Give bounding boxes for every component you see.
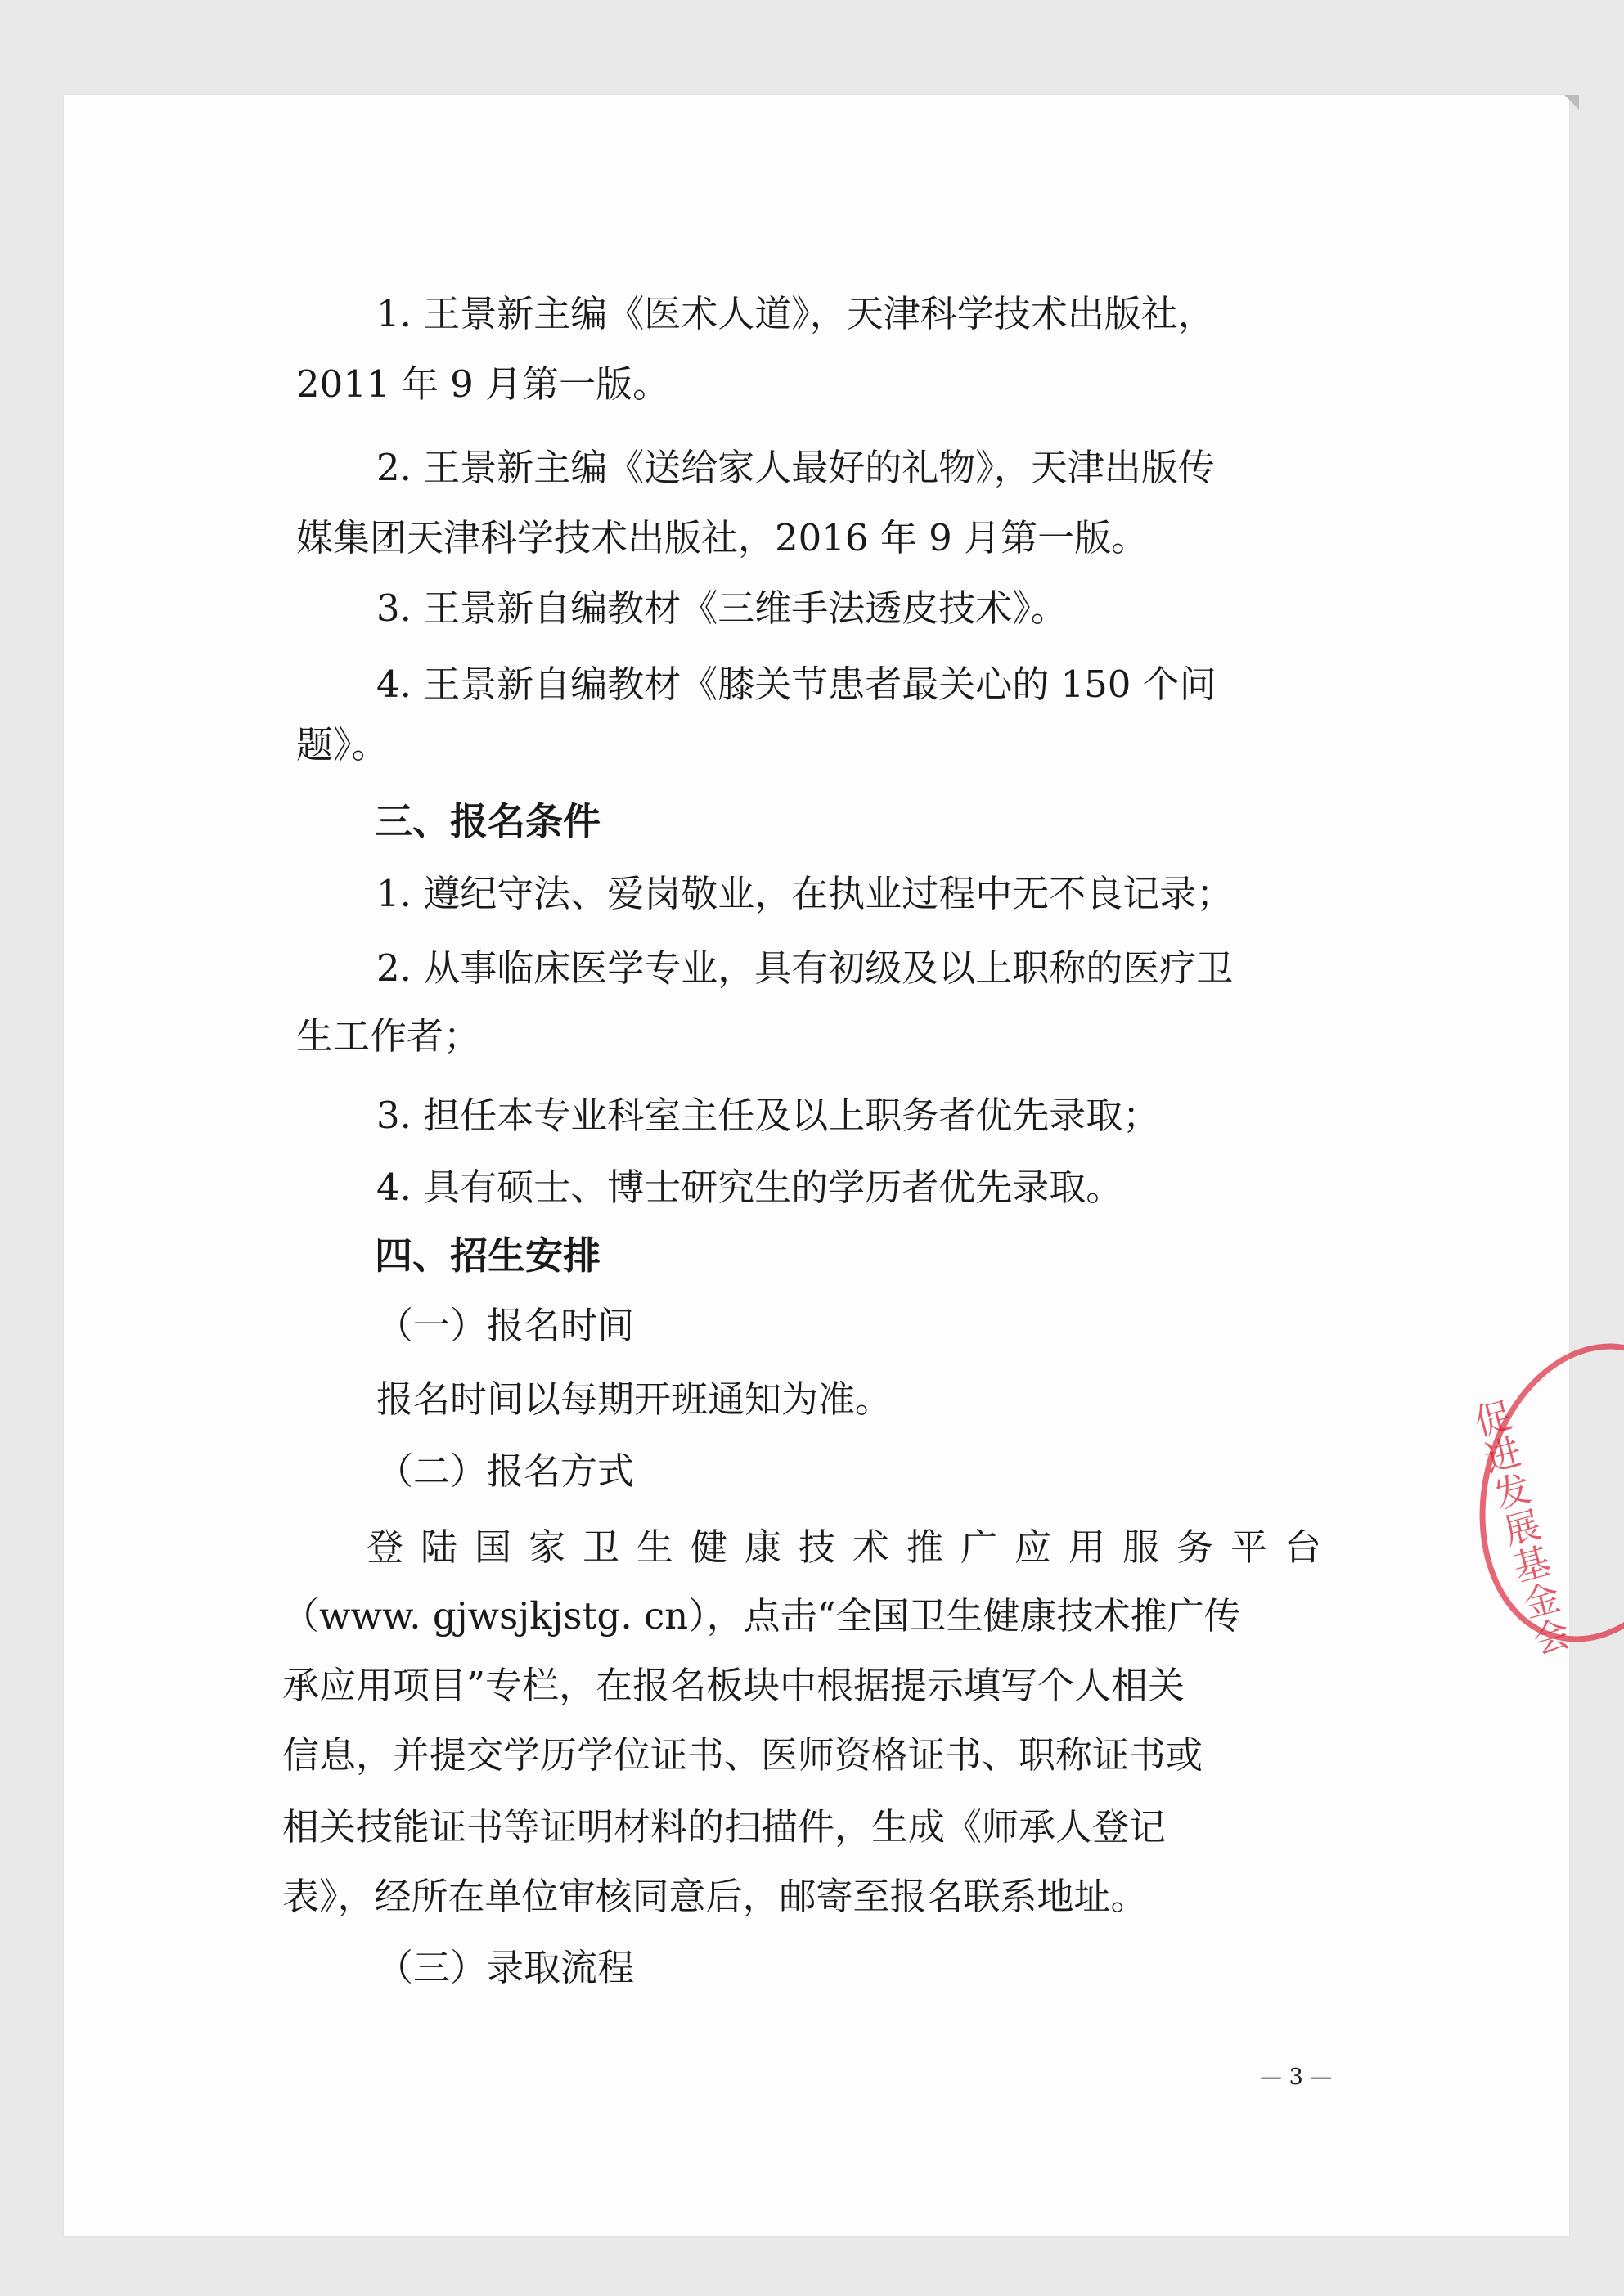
section-heading-4: 四、招生安排 xyxy=(375,1233,601,1278)
registration-time-text: 报名时间以每期开班通知为准。 xyxy=(376,1377,893,1421)
page-number: — 3 — xyxy=(1260,2065,1333,2090)
condition-4: 4. 具有硕士、博士研究生的学历者优先录取。 xyxy=(376,1166,1123,1209)
reference-3: 3. 王景新自编教材《三维手法透皮技术》。 xyxy=(376,586,1068,630)
subheading-1: （一）报名时间 xyxy=(376,1304,635,1347)
condition-2-line-1: 2. 从事临床医学专业，具有初级及以上职称的医疗卫 xyxy=(376,946,1234,990)
reference-1-line-1: 1. 王景新主编《医术人道》，天津科学技术出版社， xyxy=(376,292,1215,335)
subheading-2: （二）报名方式 xyxy=(376,1449,635,1493)
reference-2-line-1: 2. 王景新主编《送给家人最好的礼物》，天津出版传 xyxy=(376,446,1215,489)
condition-1: 1. 遵纪守法、爱岗敬业，在执业过程中无不良记录； xyxy=(376,872,1234,915)
method-line-4: 信息，并提交学历学位证书、医师资格证书、职称证书或 xyxy=(282,1733,1203,1777)
reference-4-line-1: 4. 王景新自编教材《膝关节患者最关心的 150 个问 xyxy=(376,663,1217,706)
condition-3: 3. 担任本专业科室主任及以上职务者优先录取； xyxy=(376,1094,1160,1137)
method-line-2: （www. gjwsjkjstg. cn），点击“全国卫生健康技术推广传 xyxy=(282,1594,1241,1638)
reference-2-line-2: 媒集团天津科学技术出版社，2016 年 9 月第一版。 xyxy=(296,516,1149,559)
method-line-5: 相关技能证书等证明材料的扫描件，生成《师承人登记 xyxy=(282,1805,1167,1849)
section-heading-3: 三、报名条件 xyxy=(375,799,601,843)
reference-4-line-2: 题》。 xyxy=(296,723,389,766)
seal-text: 促进发展基金会 xyxy=(1464,1395,1573,1661)
method-line-1: 登陆国家卫生健康技术推广应用服务平台 xyxy=(367,1525,1339,1569)
method-line-6: 表》，经所在单位审核同意后，邮寄至报名联系地址。 xyxy=(282,1875,1148,1918)
subheading-3: （三）录取流程 xyxy=(376,1946,635,1989)
condition-2-line-2: 生工作者； xyxy=(296,1014,481,1058)
reference-1-line-2: 2011 年 9 月第一版。 xyxy=(296,362,670,406)
method-line-3: 承应用项目”专栏，在报名板块中根据提示填写个人相关 xyxy=(282,1664,1185,1707)
page-corner-mark xyxy=(1564,95,1579,110)
